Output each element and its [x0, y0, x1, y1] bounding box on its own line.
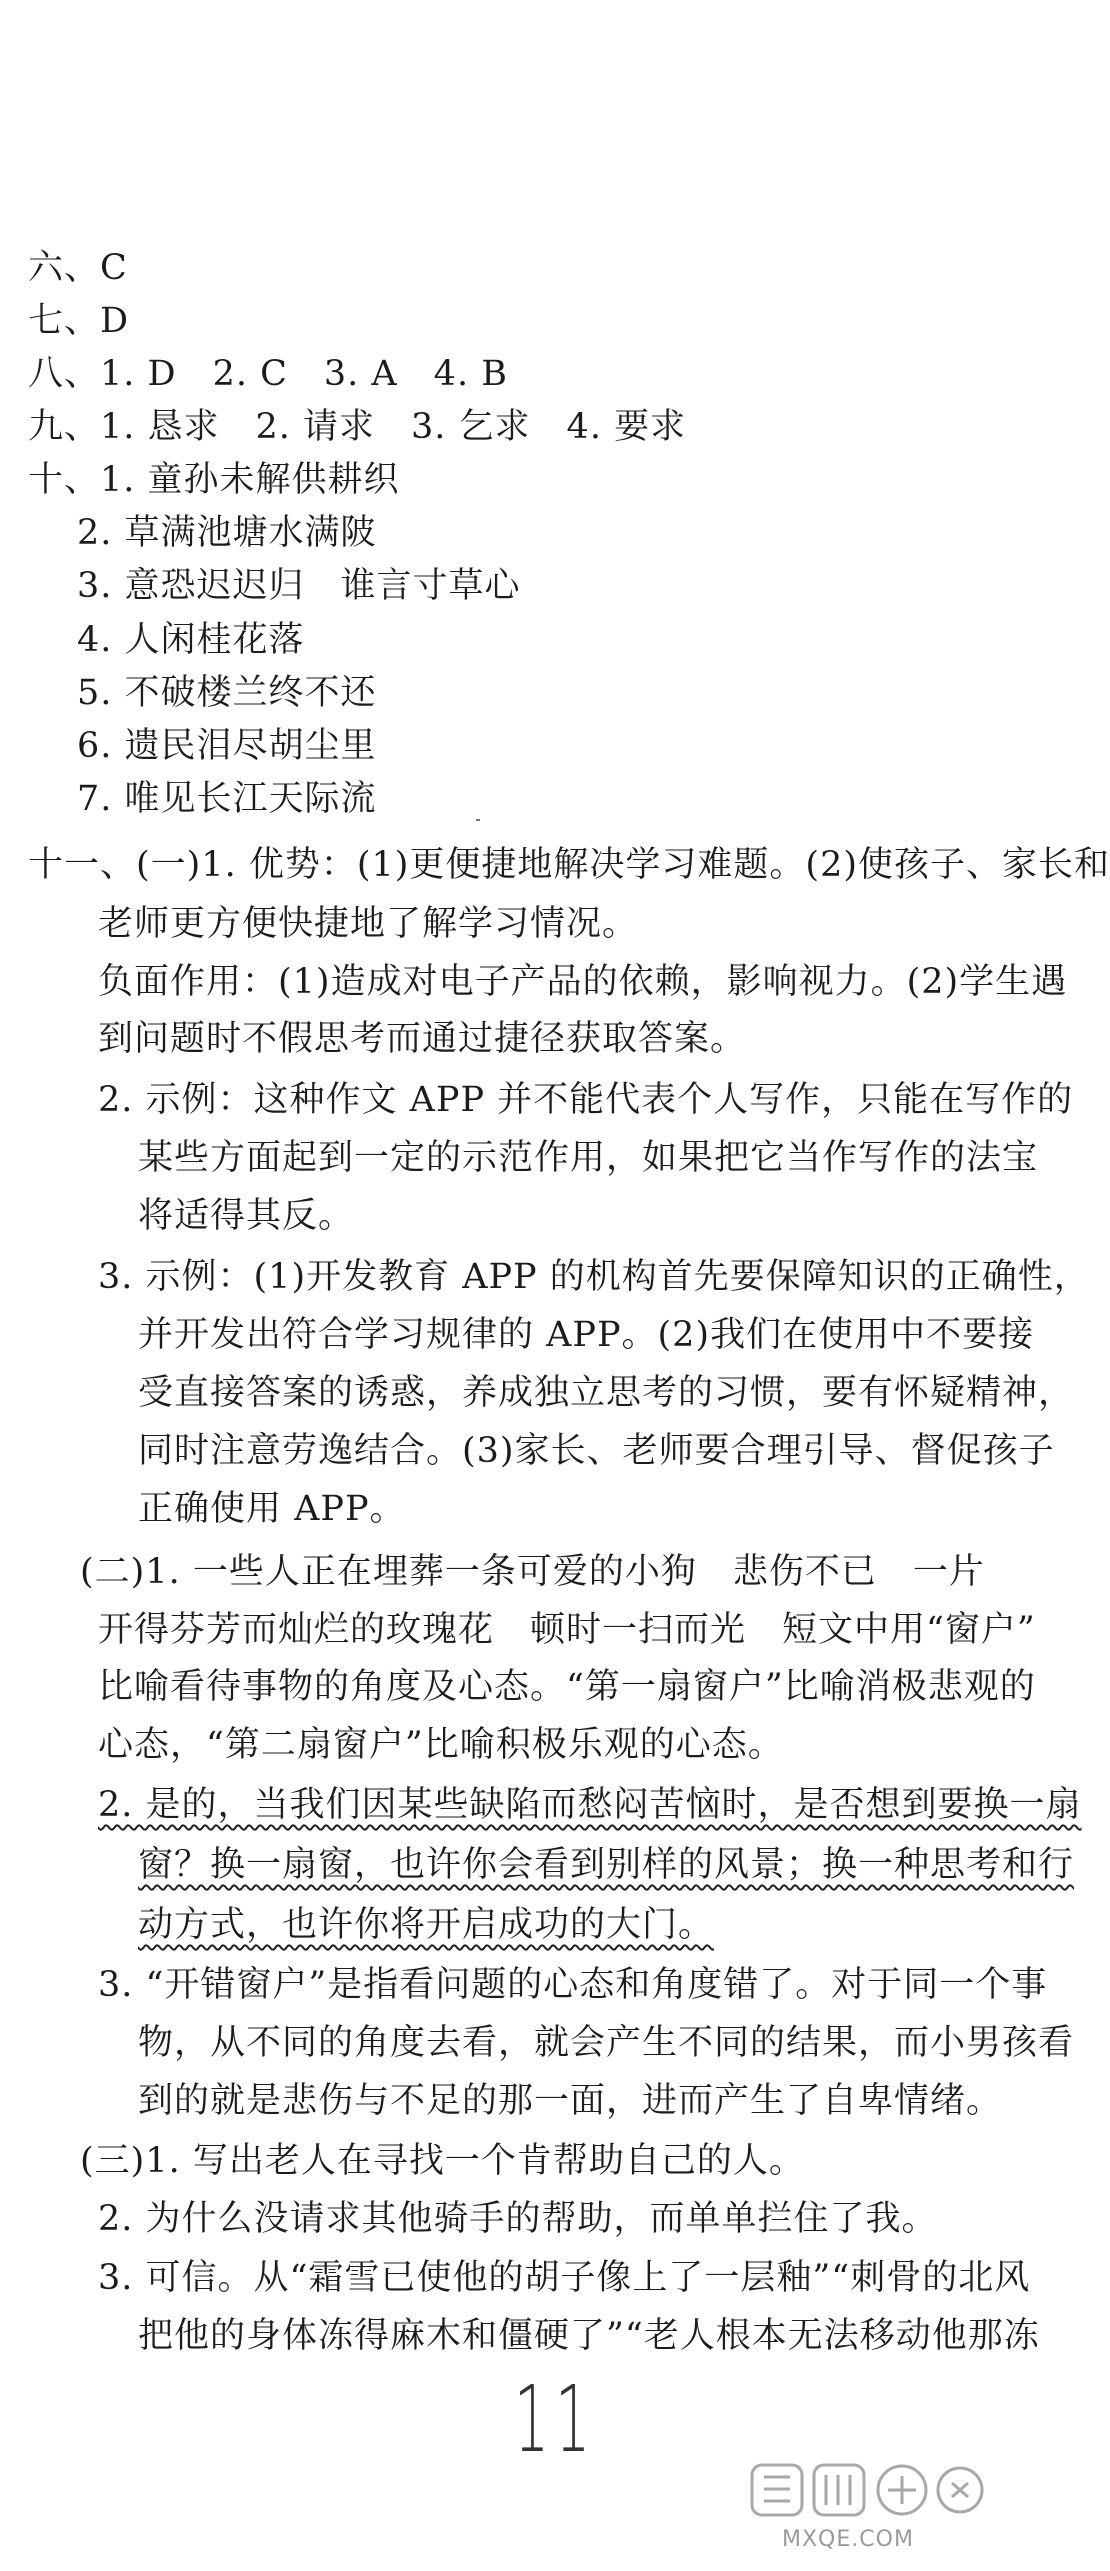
answer-line-11-1-neg-cont: 到问题时不假思考而通过捷径获取答案。: [98, 1019, 747, 1059]
answer-line-11-2-cont2: 将适得其反。: [138, 1196, 355, 1236]
answer-line-10-7: 7. 唯见长江天际流: [77, 779, 377, 819]
answer-line-11-2: 2. 示例：这种作文 APP 并不能代表个人写作，只能在写作的: [98, 1080, 1074, 1120]
answer-line-11-1-neg: 负面作用：(1)造成对电子产品的依赖，影响视力。(2)学生遇: [98, 962, 1068, 1002]
answer-line-11-ii-3-cont1: 物，从不同的角度去看，就会产生不同的结果，而小男孩看: [138, 2023, 1075, 2063]
answer-line-11-3-cont3: 同时注意劳逸结合。(3)家长、老师要合理引导、督促孩子: [138, 1431, 1055, 1471]
answer-line-8: 八、1. D 2. C 3. A 4. B: [28, 354, 508, 394]
answer-line-11-ii-3: 3. “开错窗户”是指看问题的心态和角度错了。对于同一个事: [98, 1965, 1048, 2005]
answer-line-10-6: 6. 遗民泪尽胡尘里: [77, 726, 377, 766]
answer-line-11-ii-1-cont2: 比喻看待事物的角度及心态。“第一扇窗户”比喻消极悲观的: [98, 1667, 1036, 1707]
answer-line-11-iii-3: 3. 可信。从“霜雪已使他的胡子像上了一层釉”“刺骨的北风: [98, 2258, 1031, 2298]
answer-line-11-iii-3-cont1: 把他的身体冻得麻木和僵硬了”“老人根本无法移动他那冻: [138, 2316, 1040, 2356]
answer-line-11-ii-2-cont1: 窗？换一扇窗，也许你会看到别样的风景；换一种思考和行: [138, 1845, 1075, 1885]
answer-line-11-ii-3-cont2: 到的就是悲伤与不足的那一面，进而产生了自卑情绪。: [138, 2081, 1003, 2121]
answer-line-10-3: 3. 意恐迟迟归 谁言寸草心: [77, 566, 521, 606]
answer-line-11-ii-2-cont2: 动方式，也许你将开启成功的大门。: [138, 1905, 715, 1945]
answer-line-11-1: 十一、(一)1. 优势：(1)更便捷地解决学习难题。(2)使孩子、家长和: [28, 845, 1110, 885]
answer-line-9: 九、1. 恳求 2. 请求 3. 乞求 4. 要求: [28, 407, 687, 447]
answer-line-11-3-cont2: 受直接答案的诱惑，养成独立思考的习惯，要有怀疑精神，: [138, 1373, 1075, 1413]
answer-line-10-2: 2. 草满池塘水满陂: [77, 513, 377, 553]
answer-line-11-ii-1: (二)1. 一些人正在埋葬一条可爱的小狗 悲伤不已 一片: [80, 1552, 985, 1592]
answer-line-11-iii-2: 2. 为什么没请求其他骑手的帮助，而单单拦住了我。: [98, 2199, 938, 2239]
answer-line-10-1: 十、1. 童孙未解供耕织: [28, 460, 400, 500]
answer-line-11-ii-1-cont3: 心态，“第二扇窗户”比喻积极乐观的心态。: [98, 1725, 784, 1765]
answer-line-7: 七、D: [28, 301, 130, 341]
answer-line-11-3-cont4: 正确使用 APP。: [138, 1489, 406, 1529]
answer-line-11-ii-2: 2. 是的，当我们因某些缺陷而愁闷苦恼时，是否想到要换一扇: [98, 1785, 1082, 1825]
answer-line-11-iii-1: (三)1. 写出老人在寻找一个肯帮助自己的人。: [80, 2141, 805, 2181]
answer-line-11-1-cont: 老师更方便快捷地了解学习情况。: [98, 904, 639, 944]
answer-line-11-3: 3. 示例：(1)开发教育 APP 的机构首先要保障知识的正确性，: [98, 1257, 1090, 1297]
answer-line-10-5: 5. 不破楼兰终不还: [77, 673, 377, 713]
answer-line-11-3-cont1: 并开发出符合学习规律的 APP。(2)我们在使用中不要接: [138, 1315, 1035, 1355]
watermark-site: MXQE.COM: [782, 2527, 914, 2552]
answer-line-11-ii-1-cont1: 开得芬芳而灿烂的玫瑰花 顿时一扫而光 短文中用“窗户”: [98, 1610, 1036, 1650]
answer-line-10-4: 4. 人闲桂花落: [77, 620, 305, 660]
stray-mark: [476, 819, 480, 821]
watermark-logo: [742, 2457, 992, 2557]
watermark-badge-icon: [742, 2457, 992, 2527]
answer-line-6: 六、C: [28, 248, 128, 288]
page-number: 11: [514, 2366, 597, 2473]
answer-line-11-2-cont1: 某些方面起到一定的示范作用，如果把它当作写作的法宝: [138, 1138, 1039, 1178]
